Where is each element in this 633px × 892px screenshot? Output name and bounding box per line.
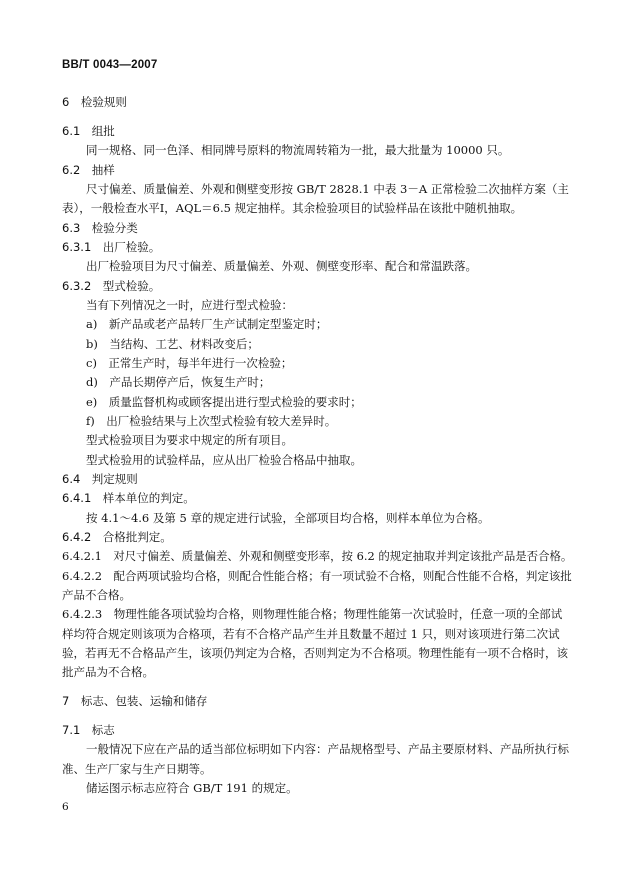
list-item-b: b) 当结构、工艺、材料改变后；	[86, 337, 259, 351]
clause-7-1-heading: 7.1 标志	[62, 723, 115, 737]
clause-6-4-2-3-text-line2: 样均符合规定则该项为合格项，若有不合格产品产生并且数量不超过 1 只，则对该项进行第二次试	[62, 627, 560, 641]
clause-6-2-text-line2: 表），一般检查水平Ⅰ，AQL＝6.5 规定抽样。其余检验项目的试验样品在该批中随机抽取。	[62, 201, 523, 215]
list-item-d: d) 产品长期停产后，恢复生产时；	[86, 375, 271, 389]
clause-6-2-heading: 6.2 抽样	[62, 163, 115, 177]
clause-6-3-2-intro: 当有下列情况之一时，应进行型式检验：	[86, 298, 293, 312]
clause-6-3-2-sample-note: 型式检验用的试验样品，应从出厂检验合格品中抽取。	[86, 453, 362, 467]
list-item-e: e) 质量监督机构或顾客提出进行型式检验的要求时；	[86, 395, 362, 409]
clause-6-1-text: 同一规格、同一色泽、相同牌号原料的物流周转箱为一批，最大批量为 10000 只。	[86, 143, 510, 157]
page-number: 6	[62, 801, 69, 813]
section-7-heading: 7 标志、包装、运输和储存	[62, 694, 208, 708]
list-item-a: a) 新产品或老产品转厂生产试制定型鉴定时；	[86, 317, 328, 331]
clause-6-4-heading: 6.4 判定规则	[62, 472, 138, 486]
clause-6-4-2-1-text: 6.4.2.1 对尺寸偏差、质量偏差、外观和侧壁变形率，按 6.2 的规定抽取并判定该批产品是否合格。	[62, 549, 573, 563]
clause-6-4-1-text: 按 4.1～4.6 及第 5 章的规定进行试验，全部项目均合格，则样本单位为合格。	[86, 511, 490, 525]
clause-6-1-heading: 6.1 组批	[62, 124, 115, 138]
clause-6-3-1-heading: 6.3.1 出厂检验。	[62, 240, 161, 254]
clause-6-4-2-3-text-line3: 验，若再无不合格品产生，该项仍判定为合格，否则判定为不合格项。物理性能有一项不合格时，该	[62, 646, 568, 660]
clause-6-4-2-2-text-line2: 产品不合格。	[62, 588, 131, 602]
clause-7-1-text-line1: 一般情况下应在产品的适当部位标明如下内容：产品规格型号、产品主要原材料、产品所执行标	[86, 742, 569, 756]
document-number: BB/T 0043—2007	[62, 59, 158, 71]
clause-6-4-2-2-text-line1: 6.4.2.2 配合两项试验均合格，则配合性能合格；有一项试验不合格，则配合性能不合格，判定该批	[62, 569, 572, 583]
clause-6-4-2-heading: 6.4.2 合格批判定。	[62, 530, 172, 544]
list-item-f: f) 出厂检验结果与上次型式检验有较大差异时。	[86, 414, 337, 428]
clause-6-3-2-items-note: 型式检验项目为要求中规定的所有项目。	[86, 433, 293, 447]
clause-6-3-heading: 6.3 检验分类	[62, 221, 138, 235]
list-item-c: c) 正常生产时，每半年进行一次检验；	[86, 356, 293, 370]
clause-7-1-storage-mark: 储运图示标志应符合 GB/T 191 的规定。	[86, 781, 298, 795]
clause-6-4-2-3-text-line1: 6.4.2.3 物理性能各项试验均合格，则物理性能合格；物理性能第一次试验时，任意一项的全部试	[62, 607, 563, 621]
clause-6-4-1-heading: 6.4.1 样本单位的判定。	[62, 491, 195, 505]
section-6-heading: 6 检验规则	[62, 95, 127, 109]
clause-6-4-2-3-text-line4: 批产品为不合格。	[62, 665, 154, 679]
clause-6-3-2-heading: 6.3.2 型式检验。	[62, 279, 161, 293]
clause-6-3-1-text: 出厂检验项目为尺寸偏差、质量偏差、外观、侧壁变形率、配合和常温跌落。	[86, 259, 477, 273]
clause-6-2-text-line1: 尺寸偏差、质量偏差、外观和侧壁变形按 GB/T 2828.1 中表 3－A 正常检验二次抽样方案（主	[86, 182, 569, 196]
clause-7-1-text-line2: 准、生产厂家与生产日期等。	[62, 762, 212, 776]
